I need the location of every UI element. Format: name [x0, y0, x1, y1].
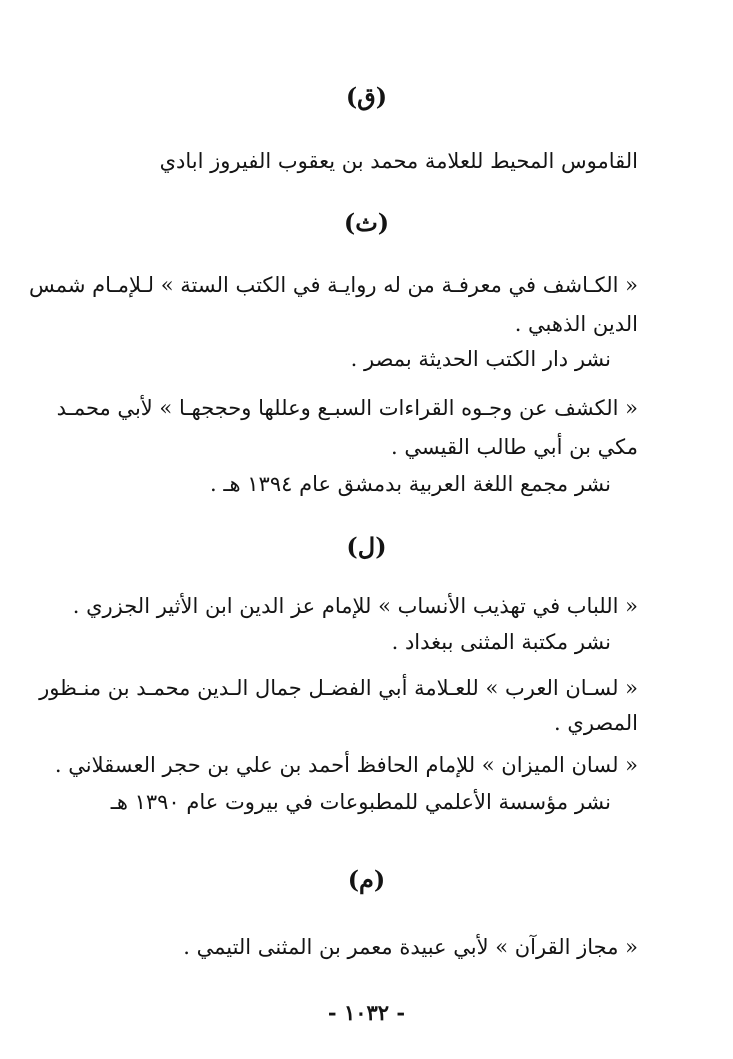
bibliography-entry-kashf-qiraat: « الكشف عن وجـوه القراءات السبـع وعللها وحججهـا » لأبي محمـد — [56, 396, 638, 420]
bibliography-entry-majaz: « مجاز القرآن » لأبي عبيدة معمر بن المثنى التيمي . — [183, 935, 638, 959]
bibliography-entry-lisan-mizan: « لسان الميزان » للإمام الحافظ أحمد بن علي بن حجر العسقلاني . — [54, 753, 638, 777]
bibliography-entry-kashif-cont: الدين الذهبي . — [514, 312, 638, 336]
section-heading-tha: (ث) — [343, 208, 390, 237]
section-heading-lam: (ل) — [346, 532, 387, 561]
bibliography-entry-lisan-arab: « لسـان العرب » للعـلامة أبي الفضـل جمال الـدين محمـد بن منـظور — [39, 676, 638, 700]
bibliography-entry-kashif: « الكـاشف في معرفـة من له روايـة في الكتب الستة » لـلإمـام شمس — [28, 273, 638, 297]
bibliography-entry-kashf-qiraat-cont: مكي بن أبي طالب القيسي . — [391, 435, 638, 459]
bibliography-entry-lisan-arab-cont: المصري . — [554, 711, 638, 735]
publisher-line-kashif: نشر دار الكتب الحديثة بمصر . — [350, 347, 611, 371]
page-number: - ١٠٣٢ - — [327, 1000, 406, 1025]
section-heading-qaf: (ق) — [345, 82, 388, 111]
bibliography-entry-qamus: القاموس المحيط للعلامة محمد بن يعقوب الفيروز ابادي — [159, 149, 638, 173]
publisher-line-lubab: نشر مكتبة المثنى ببغداد . — [391, 630, 611, 654]
bibliography-entry-lubab: « اللباب في تهذيب الأنساب » للإمام عز الدين ابن الأثير الجزري . — [72, 594, 638, 618]
publisher-line-lisan-mizan: نشر مؤسسة الأعلمي للمطبوعات في بيروت عام ١٣٩٠ هـ — [110, 790, 611, 814]
publisher-line-kashf-qiraat: نشر مجمع اللغة العربية بدمشق عام ١٣٩٤ هـ . — [210, 472, 611, 496]
section-heading-mim: (م) — [347, 865, 386, 894]
